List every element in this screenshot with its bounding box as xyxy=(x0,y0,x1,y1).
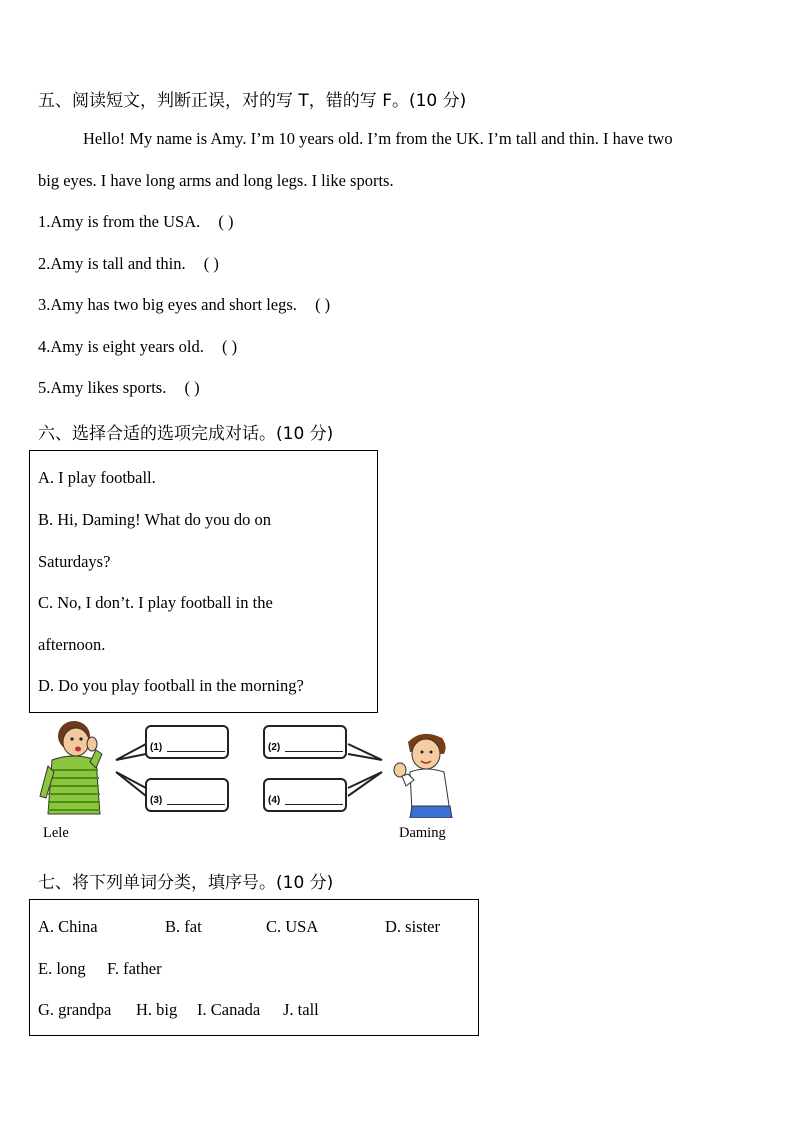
bubble-number: (1) xyxy=(150,742,163,753)
bubble-2[interactable] xyxy=(263,725,347,759)
words-box xyxy=(29,899,479,1036)
question-1 xyxy=(38,212,234,232)
blank-line xyxy=(285,751,343,752)
bubble-4[interactable] xyxy=(263,778,347,812)
blank-line xyxy=(167,804,225,805)
answer-blank[interactable]: ( ) xyxy=(218,212,234,231)
passage-line-1: Hello! My name is Amy. I’m 10 years old. I’m from the UK. I’m tall and thin. I have two xyxy=(83,129,673,148)
answer-blank[interactable]: ( ) xyxy=(222,337,238,356)
bubble-number: (2) xyxy=(268,742,281,753)
question-3 xyxy=(38,295,330,315)
section6-heading: 六、选择合适的选项完成对话。(10 分) xyxy=(38,424,334,444)
question-text: 5.Amy likes sports. xyxy=(38,378,167,397)
option-c-cont: afternoon. xyxy=(38,635,106,654)
word-j: J. tall xyxy=(283,1000,319,1019)
question-2 xyxy=(38,254,219,274)
daming-illustration xyxy=(388,728,456,818)
word-a: A. China xyxy=(38,917,98,936)
word-g: G. grandpa xyxy=(38,1000,112,1019)
blank-line xyxy=(285,804,343,805)
question-text: 2.Amy is tall and thin. xyxy=(38,254,186,273)
section7-heading: 七、将下列单词分类，填序号。(10 分) xyxy=(38,873,334,893)
word-b: B. fat xyxy=(165,917,202,936)
daming-caption: Daming xyxy=(399,825,446,841)
word-f: F. father xyxy=(107,959,162,978)
word-h: H. big xyxy=(136,1000,178,1019)
question-text: 1.Amy is from the USA. xyxy=(38,212,201,231)
right-bubble-tails xyxy=(344,724,388,816)
answer-blank[interactable]: ( ) xyxy=(315,295,331,314)
word-c: C. USA xyxy=(266,917,319,936)
blank-line xyxy=(167,751,225,752)
option-c: C. No, I don’t. I play football in the xyxy=(38,593,273,612)
word-d: D. sister xyxy=(385,917,440,936)
option-b: B. Hi, Daming! What do you do on xyxy=(38,510,271,529)
answer-blank[interactable]: ( ) xyxy=(184,378,200,397)
options-box xyxy=(29,450,378,713)
question-text: 3.Amy has two big eyes and short legs. xyxy=(38,295,297,314)
word-e: E. long xyxy=(38,959,86,978)
bubble-number: (3) xyxy=(150,795,163,806)
bubble-1[interactable] xyxy=(145,725,229,759)
question-4 xyxy=(38,337,237,357)
section5-heading: 五、阅读短文，判断正误，对的写 T，错的写 F。(10 分) xyxy=(38,91,467,111)
word-i: I. Canada xyxy=(197,1000,261,1019)
answer-blank[interactable]: ( ) xyxy=(203,254,219,273)
option-b-cont: Saturdays? xyxy=(38,552,111,571)
question-5 xyxy=(38,378,200,398)
question-text: 4.Amy is eight years old. xyxy=(38,337,204,356)
bubble-number: (4) xyxy=(268,795,281,806)
passage-line-2: big eyes. I have long arms and long legs. I like sports. xyxy=(38,171,394,190)
lele-caption: Lele xyxy=(43,825,69,841)
option-d: D. Do you play football in the morning? xyxy=(38,676,304,695)
lele-illustration xyxy=(34,716,114,818)
option-a: A. I play football. xyxy=(38,468,156,487)
bubble-3[interactable] xyxy=(145,778,229,812)
